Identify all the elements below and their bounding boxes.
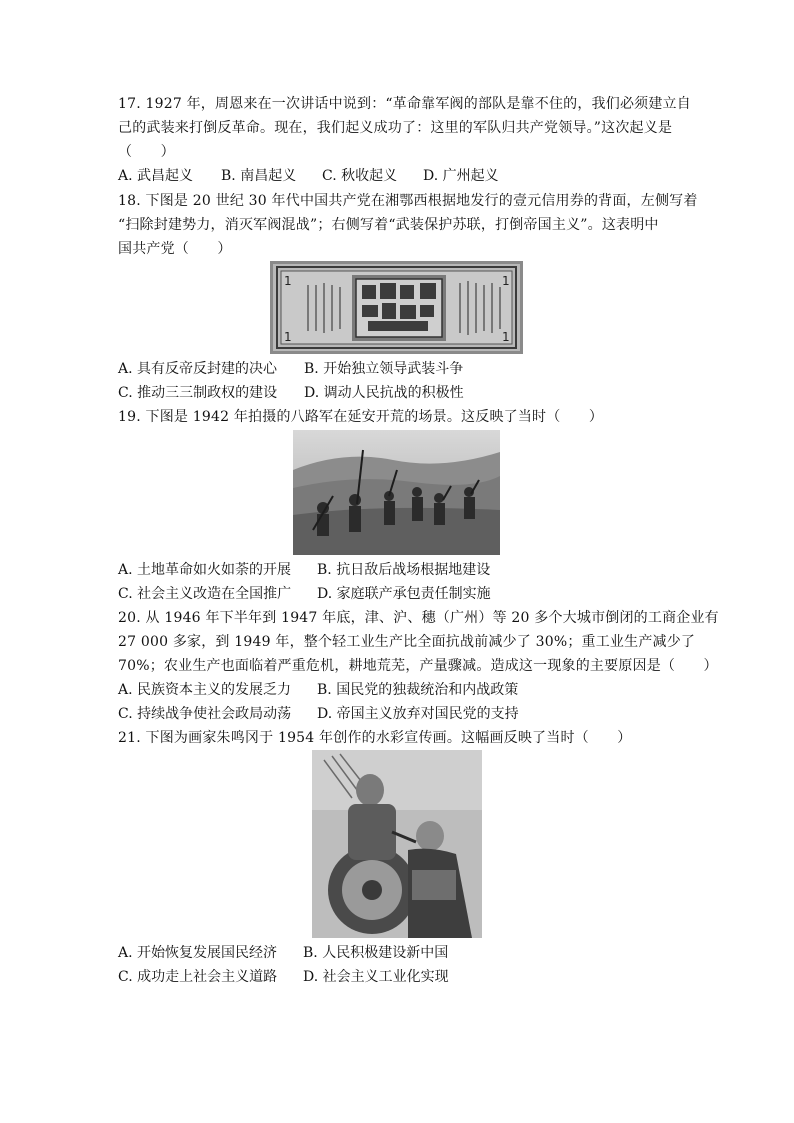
q17-stem-line-3: （ ） [118,144,175,160]
q20-stem-line-1: 20. 从 1946 年下半年到 1947 年底，津、沪、穗（广州）等 20 多个大城市倒闭的工商企业有 [118,610,719,626]
q17-options [118,164,499,188]
banknote-digit-bl: 1 [284,330,292,344]
q20-option-c[interactable]: C. 持续战争使社会政局动荡 [118,706,292,722]
propaganda-painting-image [312,750,482,938]
q19-stem-line-1: 19. 下图是 1942 年拍摄的八路军在延安开荒的场景。这反映了当时（ ） [118,409,604,425]
q20-options-row-1 [118,678,518,702]
banknote-digit-br: 1 [502,330,510,344]
banknote-digit-tl: 1 [284,274,292,288]
banknote-image [270,261,523,354]
q18-option-a[interactable]: A. 具有反帝反封建的决心 [118,361,278,377]
q21-options-row-1 [118,941,448,965]
q19-options-row-2 [118,582,491,606]
q21-option-b[interactable]: B. 人民积极建设新中国 [303,945,449,961]
q19-option-c[interactable]: C. 社会主义改造在全国推广 [118,586,292,602]
q17-option-d[interactable]: D. 广州起义 [423,168,499,184]
q20-option-b[interactable]: B. 国民党的独裁统治和内战政策 [317,682,519,698]
q19-options-row-1 [118,558,490,582]
q18-options-row-1 [118,357,463,381]
q21-stem-line-1: 21. 下图为画家朱鸣冈于 1954 年创作的水彩宣传画。这幅画反映了当时（ ） [118,730,632,746]
q18-option-c[interactable]: C. 推动三三制政权的建设 [118,385,278,401]
q19-option-b[interactable]: B. 抗日敌后战场根据地建设 [317,562,491,578]
q17-stem-line-1: 17. 1927 年，周恩来在一次讲话中说到：“革命靠军阀的部队是靠不住的，我们必须建立自 [118,96,691,112]
q18-stem-line-1: 18. 下图是 20 世纪 30 年代中国共产党在湘鄂西根据地发行的壹元信用券的背面，左侧写着 [118,193,698,209]
q21-options-row-2 [118,965,449,989]
q18-options-row-2 [118,381,464,405]
yanan-farming-photo [293,430,500,555]
q20-option-a[interactable]: A. 民族资本主义的发展乏力 [118,682,292,698]
q20-option-d[interactable]: D. 帝国主义放弃对国民党的支持 [317,706,519,722]
q21-option-d[interactable]: D. 社会主义工业化实现 [303,969,449,985]
q17-option-b[interactable]: B. 南昌起义 [221,168,297,184]
q17-stem-line-2: 己的武装来打倒反革命。现在，我们起义成功了：这里的军队归共产党领导。”这次起义是 [118,120,673,136]
q18-option-b[interactable]: B. 开始独立领导武装斗争 [304,361,464,377]
q17-option-c[interactable]: C. 秋收起义 [322,168,398,184]
q20-stem-line-3: 70%；农业生产也面临着严重危机，耕地荒芜，产量骤减。造成这一现象的主要原因是（ ） [118,658,718,674]
q17-option-a[interactable]: A. 武昌起义 [118,168,194,184]
q18-stem-line-3: 国共产党（ ） [118,241,232,257]
q20-options-row-2 [118,702,519,726]
q18-stem-line-2: “扫除封建势力，消灭军阀混战”；右侧写着“武装保护苏联，打倒帝国主义”。这表明中 [118,217,659,233]
q20-stem-line-2: 27 000 多家，到 1949 年，整个轻工业生产比全面抗战前减少了 30%；重工业生产减少了 [118,634,696,650]
banknote-digit-tr: 1 [502,274,510,288]
q19-option-d[interactable]: D. 家庭联产承包责任制实施 [317,586,491,602]
q21-option-a[interactable]: A. 开始恢复发展国民经济 [118,945,278,961]
q19-option-a[interactable]: A. 土地革命如火如荼的开展 [118,562,292,578]
q18-option-d[interactable]: D. 调动人民抗战的积极性 [304,385,464,401]
q21-option-c[interactable]: C. 成功走上社会主义道路 [118,969,278,985]
